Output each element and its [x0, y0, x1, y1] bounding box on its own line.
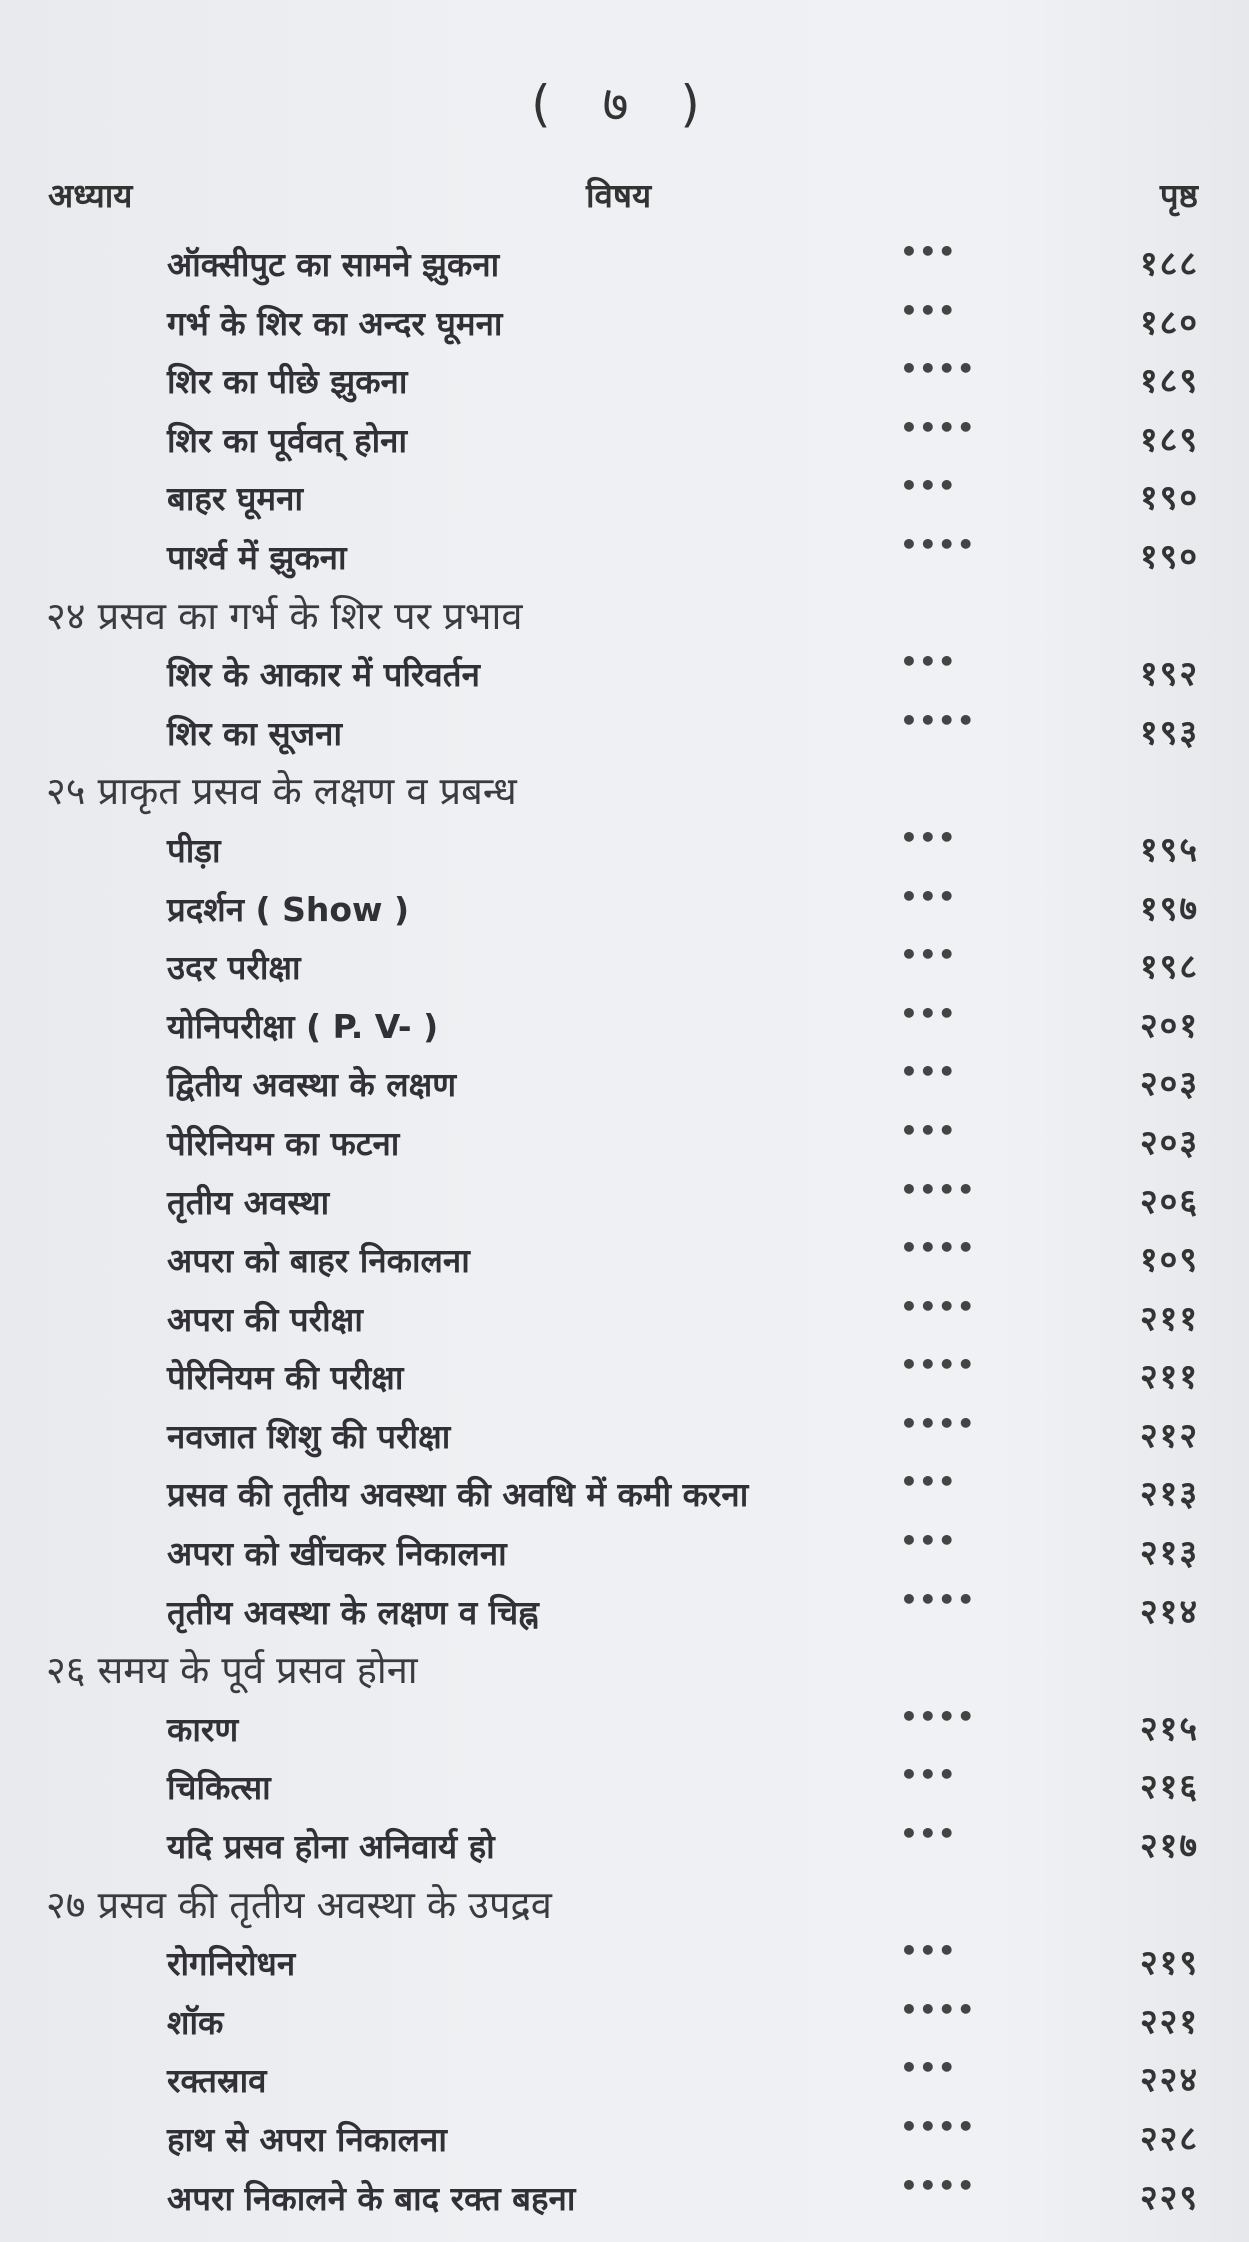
leader-dots: ••••	[900, 1348, 976, 1382]
leader-dots: ••••	[900, 1406, 976, 1440]
chapter-title: २६ समय के पूर्व प्रसव होना	[46, 1648, 418, 1693]
entry-page-number: १९०	[1139, 478, 1199, 519]
entry-topic: पार्श्व में झुकना	[167, 537, 347, 577]
entry-page-number: १९७	[1139, 888, 1199, 929]
entry-topic: प्रसव की तृतीय अवस्था की अवधि में कमी करना	[167, 1475, 749, 1515]
entry-topic: योनिपरीक्षा ( P. V- )	[167, 1006, 439, 1046]
entry-topic: प्रदर्शन ( Show )	[167, 889, 410, 929]
entry-page-number: २०१	[1139, 1005, 1199, 1046]
entry-topic: अपरा को खींचकर निकालना	[167, 1534, 507, 1574]
toc-entry	[0, 878, 1249, 937]
entry-topic: पेरिनियम का फटना	[167, 1123, 400, 1163]
toc-entry	[0, 2049, 1249, 2108]
entry-page-number: १०९	[1139, 1240, 1199, 1281]
entry-page-number: २१४	[1139, 1591, 1199, 1632]
toc-entry	[0, 1171, 1249, 1230]
entry-page-number: २२१	[1139, 2001, 1199, 2042]
entry-topic: शिर का पीछे झुकना	[167, 362, 408, 402]
leader-dots: •••	[900, 996, 957, 1030]
leader-dots: •••	[900, 1758, 957, 1792]
leader-dots: ••••	[900, 1699, 976, 1733]
leader-dots: •••	[900, 1524, 957, 1558]
entry-page-number: २१३	[1139, 1533, 1199, 1574]
chapter-heading	[0, 585, 1249, 644]
entry-topic: रक्तस्राव	[167, 2061, 267, 2101]
leader-dots: •••	[900, 1055, 957, 1089]
entry-topic: शिर के आकार में परिवर्तन	[167, 655, 480, 695]
leader-dots: •••	[900, 469, 957, 503]
entry-topic: शॉक	[167, 2002, 224, 2042]
toc-entry	[0, 1581, 1249, 1640]
entry-topic: गर्भ के शिर का अन्दर घूमना	[167, 303, 503, 343]
entry-page-number: २१९	[1139, 1943, 1199, 1984]
toc-entry	[0, 1756, 1249, 1815]
leader-dots: ••••	[900, 2168, 976, 2202]
entry-page-number: २१५	[1139, 1708, 1199, 1749]
entry-page-number: २०३	[1139, 1064, 1199, 1105]
toc-entry	[0, 643, 1249, 702]
entry-page-number: २११	[1139, 1298, 1199, 1339]
entry-topic: बाहर घूमना	[167, 479, 303, 519]
leader-dots: ••••	[900, 1289, 976, 1323]
toc-entry	[0, 233, 1249, 292]
header-chapter: अध्याय	[48, 176, 133, 215]
toc-entry	[0, 1991, 1249, 2050]
entry-topic: यदि प्रसव होना अनिवार्य हो	[167, 1827, 495, 1867]
toc-entry	[0, 1932, 1249, 1991]
leader-dots: •••	[900, 1934, 957, 1968]
header-subject: विषय	[586, 176, 652, 215]
toc-entry	[0, 2167, 1249, 2226]
entry-page-number: २०६	[1139, 1181, 1199, 1222]
toc-entry	[0, 2108, 1249, 2167]
leader-dots: •••	[900, 938, 957, 972]
toc-entry	[0, 1405, 1249, 1464]
entry-page-number: २१७	[1139, 1826, 1199, 1867]
toc-entry	[0, 995, 1249, 1054]
entry-topic: उदर परीक्षा	[167, 948, 301, 988]
chapter-title: २७ प्रसव की तृतीय अवस्था के उपद्रव	[46, 1882, 552, 1927]
toc-entry	[0, 526, 1249, 585]
leader-dots: •••	[900, 2051, 957, 2085]
entry-page-number: १९३	[1139, 712, 1199, 753]
toc-entry	[0, 1346, 1249, 1405]
entry-page-number: २१३	[1139, 1474, 1199, 1515]
leader-dots: ••••	[900, 527, 976, 561]
entry-page-number: १८८	[1139, 244, 1199, 284]
toc-entry	[0, 1288, 1249, 1347]
entry-topic: कारण	[167, 1709, 239, 1749]
entry-topic: शिर का सूजना	[167, 713, 343, 753]
entry-page-number: २१६	[1139, 1767, 1199, 1808]
entry-page-number: २११	[1139, 1357, 1199, 1398]
leader-dots: •••	[900, 293, 957, 327]
toc-entry	[0, 1229, 1249, 1288]
entry-topic: ऑक्सीपुट का सामने झुकना	[167, 245, 500, 284]
chapter-heading	[0, 1639, 1249, 1698]
leader-dots: ••••	[900, 1582, 976, 1616]
entry-page-number: २२८	[1139, 2119, 1199, 2159]
leader-dots: ••••	[900, 410, 976, 444]
entry-topic: नवजात शिशु की परीक्षा	[167, 1416, 451, 1456]
chapter-heading	[0, 1874, 1249, 1933]
entry-page-number: १९०	[1139, 536, 1199, 577]
leader-dots: •••	[900, 1465, 957, 1499]
toc-entry	[0, 702, 1249, 761]
header-page: पृष्ठ	[1159, 176, 1198, 215]
leader-dots: •••	[900, 879, 957, 913]
entry-topic: शिर का पूर्ववत् होना	[167, 420, 408, 460]
leader-dots: ••••	[900, 1231, 976, 1265]
leader-dots: •••	[900, 235, 957, 268]
toc-entry	[0, 292, 1249, 351]
leader-dots: ••••	[900, 352, 976, 386]
entry-topic: रोगनिरोधन	[167, 1944, 296, 1984]
entry-page-number: १९२	[1139, 654, 1199, 695]
leader-dots: •••	[900, 1113, 957, 1147]
toc-entry	[0, 409, 1249, 468]
leader-dots: ••••	[900, 703, 976, 737]
entry-topic: अपरा को बाहर निकालना	[167, 1241, 470, 1281]
leader-dots: ••••	[900, 1992, 976, 2026]
entry-topic: अपरा निकालने के बाद रक्त बहना	[167, 2178, 576, 2218]
entry-page-number: १८९	[1139, 419, 1199, 460]
entry-topic: द्वितीय अवस्था के लक्षण	[167, 1065, 457, 1105]
entry-page-number: २०३	[1139, 1122, 1199, 1163]
entry-topic: तृतीय अवस्था के लक्षण व चिह्न	[167, 1592, 539, 1632]
toc-entry	[0, 1053, 1249, 1112]
toc-entry	[0, 1112, 1249, 1171]
toc-entry	[0, 1463, 1249, 1522]
entry-page-number: १९५	[1139, 829, 1199, 870]
chapter-title: २५ प्राकृत प्रसव के लक्षण व प्रबन्ध	[46, 769, 517, 814]
toc-entry	[0, 936, 1249, 995]
entry-page-number: २२४	[1139, 2060, 1199, 2101]
leader-dots: •••	[900, 820, 957, 854]
page-number: ( ७ )	[531, 75, 718, 133]
entry-page-number: १८०	[1139, 302, 1199, 343]
toc-entry	[0, 467, 1249, 526]
toc-header	[48, 172, 1198, 222]
entry-topic: पीड़ा	[167, 830, 221, 870]
toc-entry	[0, 350, 1249, 409]
toc-entry	[0, 1698, 1249, 1757]
table-of-contents	[0, 233, 1249, 2225]
leader-dots: •••	[900, 1817, 957, 1851]
entry-topic: हाथ से अपरा निकालना	[167, 2120, 447, 2159]
entry-page-number: २१२	[1139, 1415, 1199, 1456]
chapter-heading	[0, 760, 1249, 819]
toc-entry	[0, 1815, 1249, 1874]
entry-topic: चिकित्सा	[167, 1768, 271, 1808]
entry-page-number: १९८	[1139, 947, 1199, 988]
leader-dots: •••	[900, 645, 957, 679]
entry-topic: अपरा की परीक्षा	[167, 1299, 363, 1339]
leader-dots: ••••	[900, 1172, 976, 1206]
entry-page-number: २२९	[1139, 2177, 1199, 2218]
entry-topic: तृतीय अवस्था	[167, 1182, 330, 1222]
toc-entry	[0, 819, 1249, 878]
entry-topic: पेरिनियम की परीक्षा	[167, 1358, 404, 1398]
leader-dots: ••••	[900, 2110, 976, 2143]
entry-page-number: १८९	[1139, 361, 1199, 402]
toc-entry	[0, 1522, 1249, 1581]
chapter-title: २४ प्रसव का गर्भ के शिर पर प्रभाव	[46, 593, 523, 638]
